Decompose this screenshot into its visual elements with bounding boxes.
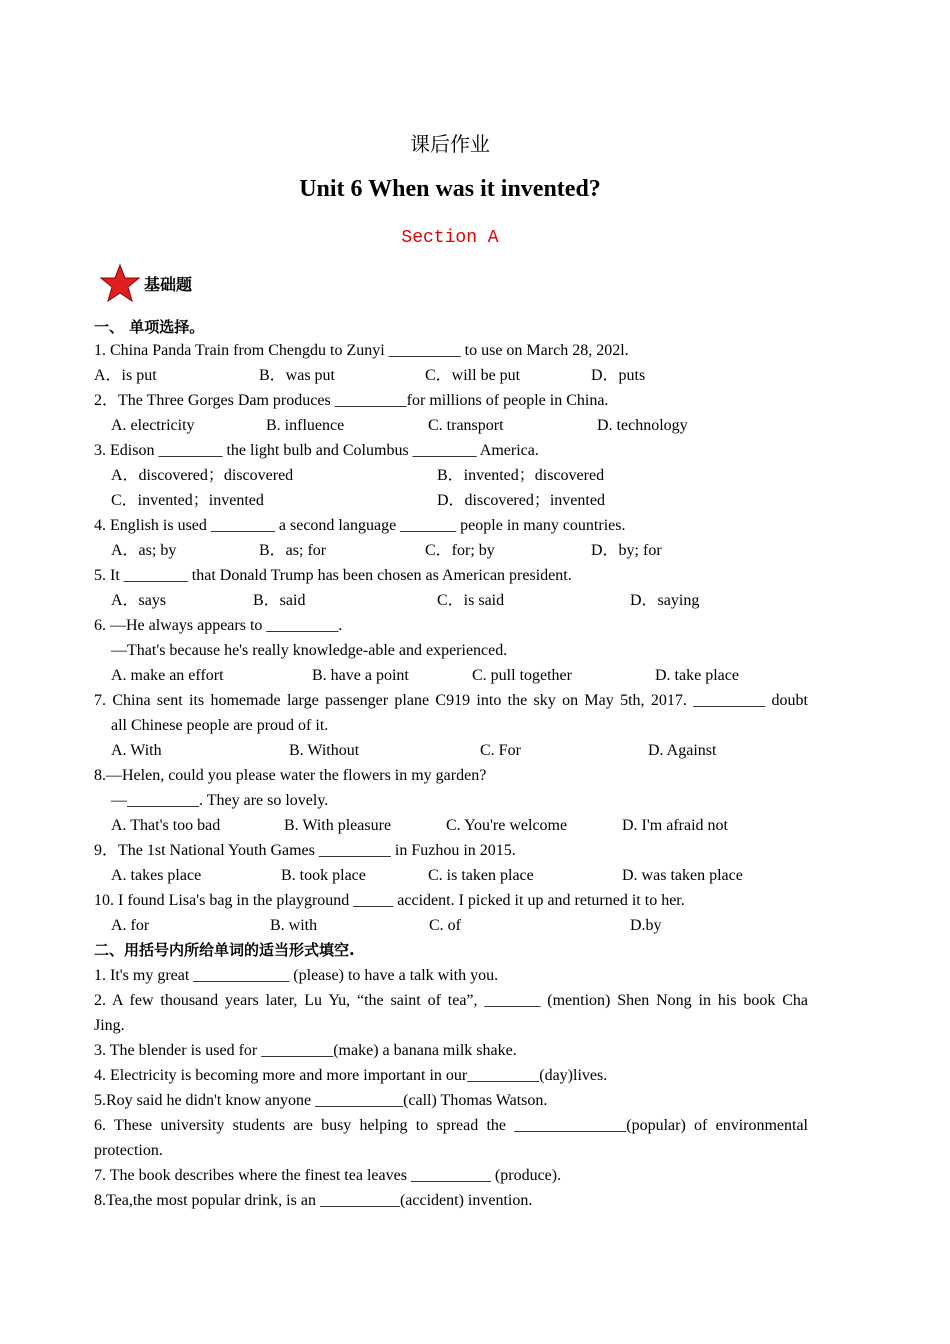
- q2-stem: 2．The Three Gorges Dam produces _________for millions of people in China.: [94, 392, 609, 409]
- q6-reply: —That's because he's really knowledge-able and experienced.: [111, 642, 508, 659]
- part1-heading: 一、 单项选择。: [94, 318, 205, 336]
- section-label: Section A: [401, 228, 499, 248]
- fill-6: 6. These university students are busy helping to spread the ______________(popular) of environmental: [94, 1117, 808, 1134]
- q1-option-a: A．is put: [94, 367, 157, 384]
- q7-option-c: C. For: [480, 742, 521, 759]
- part2-heading: 二、用括号内所给单词的适当形式填空.: [94, 941, 355, 959]
- q10-stem: 10. I found Lisa's bag in the playground _____ accident. I picked it up and returned it to her.: [94, 892, 685, 909]
- q6-option-b: B. have a point: [312, 667, 409, 684]
- q5-option-d: D．saying: [630, 592, 700, 609]
- fill-6-cont: protection.: [94, 1142, 163, 1159]
- q5-option-a: A．says: [111, 592, 167, 609]
- q6-option-d: D. take place: [655, 667, 739, 684]
- q2-option-c: C. transport: [428, 417, 504, 434]
- q7-stem-cont: all Chinese people are proud of it.: [111, 717, 329, 734]
- q10-option-b: B. with: [270, 917, 318, 934]
- q2-option-b: B. influence: [266, 417, 345, 434]
- q3-option-c: C．invented；invented: [111, 492, 264, 509]
- q4-option-d: D．by; for: [591, 542, 662, 559]
- q9-option-b: B. took place: [281, 867, 366, 884]
- q2-option-d: D. technology: [597, 417, 688, 434]
- q1-option-b: B．was put: [259, 367, 336, 384]
- fill-4: 4. Electricity is becoming more and more important in our_________(day)lives.: [94, 1067, 608, 1084]
- q1-stem: 1. China Panda Train from Chengdu to Zunyi _________ to use on March 28, 202l.: [94, 342, 629, 359]
- unit-title: Unit 6 When was it invented?: [299, 176, 601, 202]
- fill-5: 5.Roy said he didn't know anyone ___________(call) Thomas Watson.: [94, 1092, 548, 1109]
- q2-option-a: A. electricity: [111, 417, 195, 434]
- q10-option-d: D.by: [630, 917, 662, 934]
- q7-option-b: B. Without: [289, 742, 360, 759]
- q6-option-a: A. make an effort: [111, 667, 224, 684]
- q8-option-c: C. You're welcome: [446, 817, 568, 834]
- q4-stem: 4. English is used ________ a second language _______ people in many countries.: [94, 517, 626, 534]
- q8-option-a: A. That's too bad: [111, 817, 221, 834]
- q8-stem: 8.—Helen, could you please water the flowers in my garden?: [94, 767, 487, 784]
- q4-option-b: B．as; for: [259, 542, 327, 559]
- q10-option-a: A. for: [111, 917, 150, 934]
- q1-option-c: C．will be put: [425, 367, 521, 384]
- q3-stem: 3. Edison ________ the light bulb and Columbus ________ America.: [94, 442, 539, 459]
- q7-stem: 7. China sent its homemade large passenger plane C919 into the sky on May 5th, 2017. _________ doubt: [94, 692, 808, 709]
- q7-option-d: D. Against: [648, 742, 717, 759]
- q8-reply: —_________. They are so lovely.: [111, 792, 329, 809]
- fill-2: 2. A few thousand years later, Lu Yu, “the saint of tea”, _______ (mention) Shen Nong in his book Cha: [94, 992, 808, 1009]
- red-star-icon: [100, 264, 140, 302]
- q4-option-a: A．as; by: [111, 542, 177, 559]
- q9-option-c: C. is taken place: [428, 867, 534, 884]
- q10-option-c: C. of: [429, 917, 461, 934]
- fill-2-cont: Jing.: [94, 1017, 125, 1034]
- q3-option-a: A．discovered；discovered: [111, 467, 294, 484]
- q6-option-c: C. pull together: [472, 667, 572, 684]
- q5-stem: 5. It ________ that Donald Trump has been chosen as American president.: [94, 567, 572, 584]
- q7-option-a: A. With: [111, 742, 162, 759]
- q3-option-b: B．invented；discovered: [437, 467, 605, 484]
- q1-option-d: D．puts: [591, 367, 646, 384]
- fill-7: 7. The book describes where the finest tea leaves __________ (produce).: [94, 1167, 562, 1184]
- fill-1: 1. It's my great ____________ (please) to have a talk with you.: [94, 967, 499, 984]
- q4-option-c: C．for; by: [425, 542, 495, 559]
- badge-label: 基础题: [144, 275, 193, 294]
- q8-option-b: B. With pleasure: [284, 817, 392, 834]
- q6-stem: 6. —He always appears to _________.: [94, 617, 343, 634]
- homework-title: 课后作业: [410, 132, 490, 156]
- q9-option-d: D. was taken place: [622, 867, 743, 884]
- q5-option-c: C．is said: [437, 592, 505, 609]
- q3-option-d: D．discovered；invented: [437, 492, 605, 509]
- q9-option-a: A. takes place: [111, 867, 202, 884]
- q9-stem: 9．The 1st National Youth Games _________ in Fuzhou in 2015.: [94, 842, 516, 859]
- fill-3: 3. The blender is used for _________(make) a banana milk shake.: [94, 1042, 517, 1059]
- q8-option-d: D. I'm afraid not: [622, 817, 728, 834]
- q5-option-b: B．said: [253, 592, 306, 609]
- fill-8: 8.Tea,the most popular drink, is an __________(accident) invention.: [94, 1192, 533, 1209]
